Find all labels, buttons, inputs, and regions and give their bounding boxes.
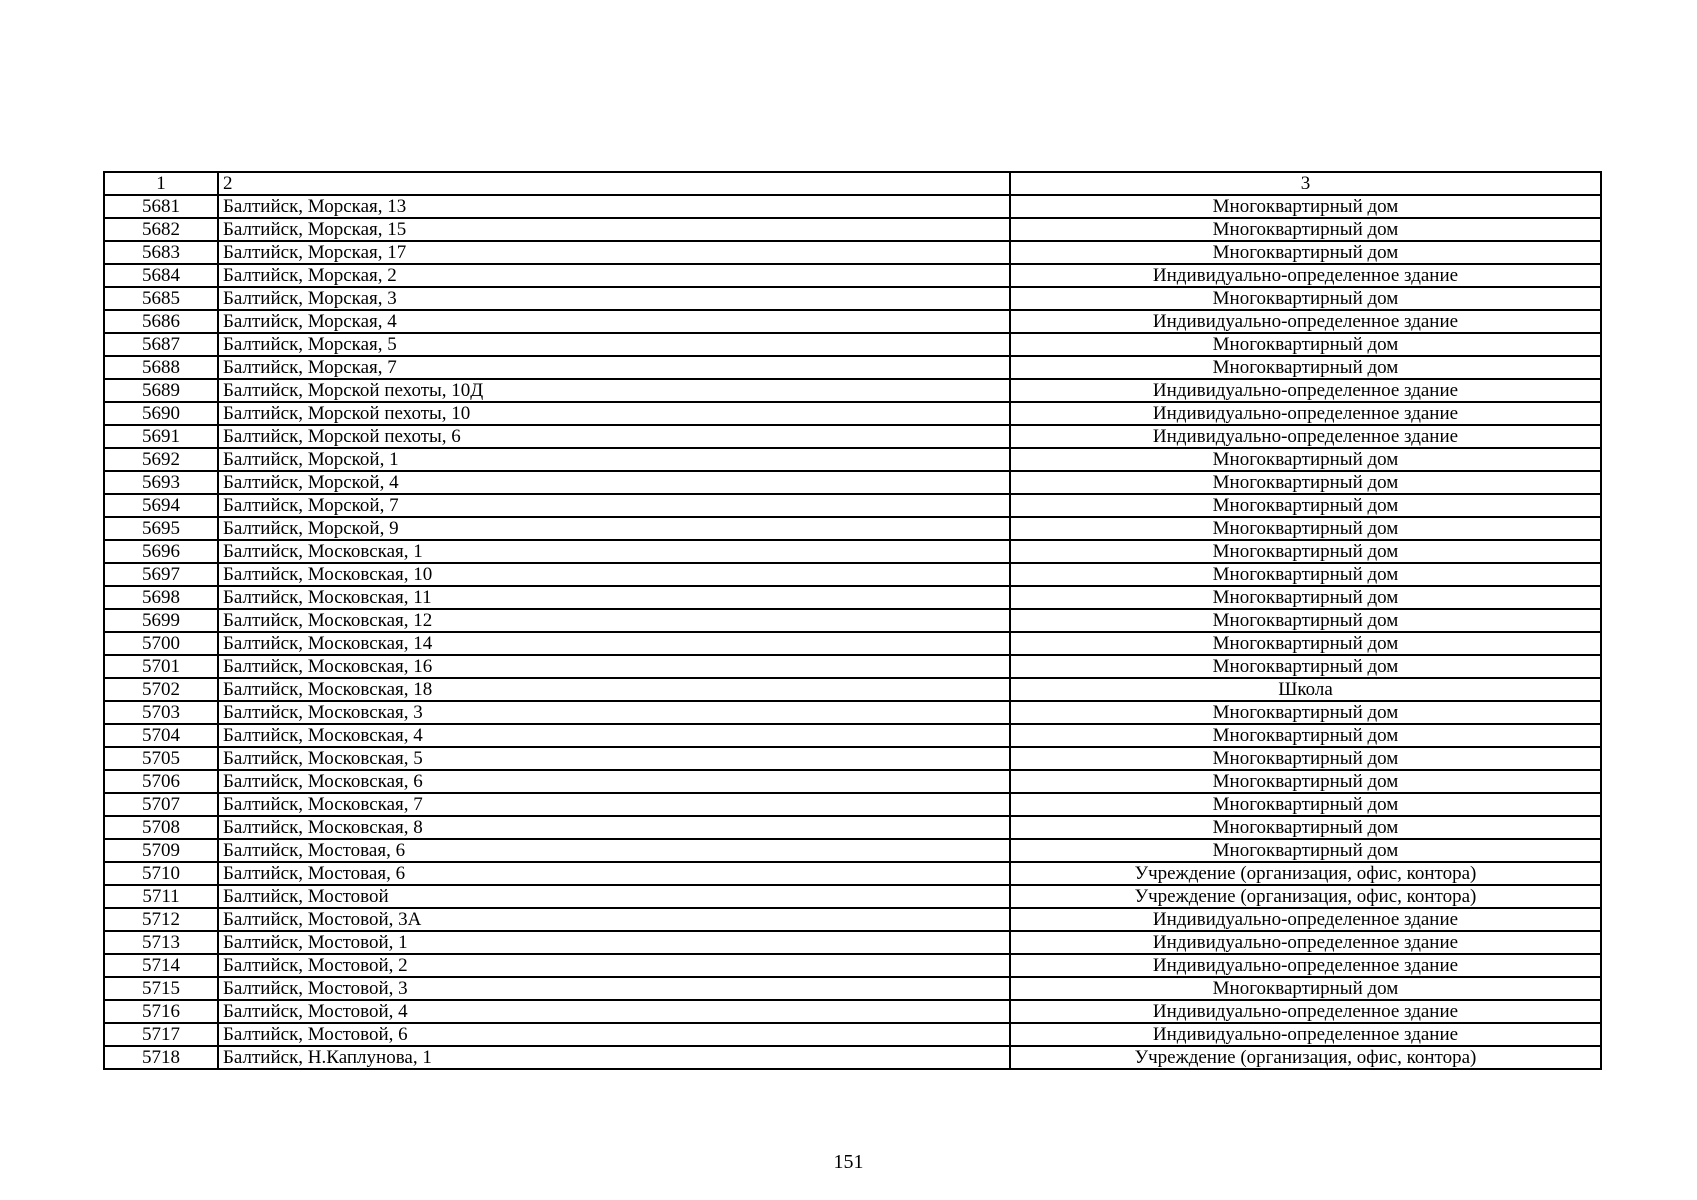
table-row: [104, 609, 1601, 632]
row-address: Балтийск, Московская, 18: [218, 678, 1010, 701]
row-address: Балтийск, Морской пехоты, 10Д: [218, 379, 1010, 402]
row-building-type: Индивидуально-определенное здание: [1010, 264, 1601, 287]
row-building-type: Индивидуально-определенное здание: [1010, 1000, 1601, 1023]
row-number: 5694: [104, 494, 218, 517]
table-row: [104, 839, 1601, 862]
row-building-type: Многоквартирный дом: [1010, 494, 1601, 517]
row-number: 5699: [104, 609, 218, 632]
table-row: [104, 448, 1601, 471]
row-number: 5695: [104, 517, 218, 540]
row-address: Балтийск, Морской пехоты, 10: [218, 402, 1010, 425]
table-row: [104, 1046, 1601, 1069]
row-building-type: Многоквартирный дом: [1010, 609, 1601, 632]
row-number: 5698: [104, 586, 218, 609]
row-address: Балтийск, Морская, 17: [218, 241, 1010, 264]
row-address: Балтийск, Московская, 8: [218, 816, 1010, 839]
row-building-type: Многоквартирный дом: [1010, 632, 1601, 655]
table-row: [104, 724, 1601, 747]
row-number: 5681: [104, 195, 218, 218]
row-address: Балтийск, Морская, 7: [218, 356, 1010, 379]
row-number: 5691: [104, 425, 218, 448]
row-address: Балтийск, Мостовой, 3А: [218, 908, 1010, 931]
row-address: Балтийск, Мостовой, 4: [218, 1000, 1010, 1023]
row-building-type: Индивидуально-определенное здание: [1010, 954, 1601, 977]
row-address: Балтийск, Морской, 9: [218, 517, 1010, 540]
table-row: [104, 563, 1601, 586]
table-row: [104, 310, 1601, 333]
table-row: [104, 701, 1601, 724]
table-row: [104, 816, 1601, 839]
row-number: 5715: [104, 977, 218, 1000]
row-building-type: Многоквартирный дом: [1010, 977, 1601, 1000]
row-number: 5692: [104, 448, 218, 471]
row-building-type: Многоквартирный дом: [1010, 195, 1601, 218]
row-number: 5697: [104, 563, 218, 586]
row-address: Балтийск, Морской пехоты, 6: [218, 425, 1010, 448]
table-row: [104, 931, 1601, 954]
row-address: Балтийск, Московская, 11: [218, 586, 1010, 609]
row-building-type: Школа: [1010, 678, 1601, 701]
row-building-type: Индивидуально-определенное здание: [1010, 379, 1601, 402]
row-address: Балтийск, Московская, 16: [218, 655, 1010, 678]
table-row: [104, 586, 1601, 609]
row-number: 5705: [104, 747, 218, 770]
row-building-type: Индивидуально-определенное здание: [1010, 931, 1601, 954]
row-building-type: Многоквартирный дом: [1010, 747, 1601, 770]
row-building-type: Индивидуально-определенное здание: [1010, 310, 1601, 333]
row-building-type: Многоквартирный дом: [1010, 471, 1601, 494]
row-address: Балтийск, Н.Каплунова, 1: [218, 1046, 1010, 1069]
table-row: [104, 356, 1601, 379]
table-row: [104, 241, 1601, 264]
table-row: [104, 471, 1601, 494]
table-row: [104, 333, 1601, 356]
table-row: [104, 678, 1601, 701]
row-address: Балтийск, Морская, 5: [218, 333, 1010, 356]
table-row: [104, 517, 1601, 540]
row-number: 5687: [104, 333, 218, 356]
row-address: Балтийск, Мостовой, 1: [218, 931, 1010, 954]
row-address: Балтийск, Морская, 3: [218, 287, 1010, 310]
row-address: Балтийск, Морской, 1: [218, 448, 1010, 471]
row-address: Балтийск, Морская, 13: [218, 195, 1010, 218]
row-building-type: Многоквартирный дом: [1010, 287, 1601, 310]
row-address: Балтийск, Московская, 4: [218, 724, 1010, 747]
row-address: Балтийск, Московская, 5: [218, 747, 1010, 770]
row-number: 5696: [104, 540, 218, 563]
row-address: Балтийск, Московская, 1: [218, 540, 1010, 563]
row-number: 5701: [104, 655, 218, 678]
row-number: 5684: [104, 264, 218, 287]
row-building-type: Многоквартирный дом: [1010, 448, 1601, 471]
row-address: Балтийск, Мостовой, 3: [218, 977, 1010, 1000]
row-building-type: Многоквартирный дом: [1010, 563, 1601, 586]
table-header-row: [104, 172, 1601, 195]
row-building-type: Многоквартирный дом: [1010, 816, 1601, 839]
row-number: 5711: [104, 885, 218, 908]
row-address: Балтийск, Мостовая, 6: [218, 839, 1010, 862]
row-number: 5712: [104, 908, 218, 931]
row-address: Балтийск, Морская, 4: [218, 310, 1010, 333]
table-row: [104, 908, 1601, 931]
row-number: 5710: [104, 862, 218, 885]
row-building-type: Многоквартирный дом: [1010, 517, 1601, 540]
row-address: Балтийск, Мостовой, 6: [218, 1023, 1010, 1046]
row-building-type: Учреждение (организация, офис, контора): [1010, 885, 1601, 908]
table-row: [104, 540, 1601, 563]
row-number: 5685: [104, 287, 218, 310]
row-building-type: Многоквартирный дом: [1010, 586, 1601, 609]
row-building-type: Многоквартирный дом: [1010, 770, 1601, 793]
table-row: [104, 195, 1601, 218]
row-number: 5702: [104, 678, 218, 701]
row-building-type: Учреждение (организация, офис, контора): [1010, 862, 1601, 885]
row-building-type: Многоквартирный дом: [1010, 218, 1601, 241]
row-number: 5716: [104, 1000, 218, 1023]
row-building-type: Многоквартирный дом: [1010, 540, 1601, 563]
table-row: [104, 977, 1601, 1000]
header-col-2: 2: [218, 172, 1010, 195]
row-building-type: Учреждение (организация, офис, контора): [1010, 1046, 1601, 1069]
table-row: [104, 1000, 1601, 1023]
row-address: Балтийск, Московская, 7: [218, 793, 1010, 816]
row-number: 5703: [104, 701, 218, 724]
header-col-3: 3: [1010, 172, 1601, 195]
table-body: [104, 195, 1601, 1069]
row-number: 5693: [104, 471, 218, 494]
table-row: [104, 747, 1601, 770]
row-building-type: Многоквартирный дом: [1010, 724, 1601, 747]
table-row: [104, 770, 1601, 793]
row-building-type: Многоквартирный дом: [1010, 793, 1601, 816]
row-number: 5690: [104, 402, 218, 425]
row-building-type: Индивидуально-определенное здание: [1010, 908, 1601, 931]
row-building-type: Многоквартирный дом: [1010, 701, 1601, 724]
row-building-type: Индивидуально-определенное здание: [1010, 402, 1601, 425]
row-number: 5718: [104, 1046, 218, 1069]
row-address: Балтийск, Морской, 7: [218, 494, 1010, 517]
row-number: 5708: [104, 816, 218, 839]
row-address: Балтийск, Московская, 3: [218, 701, 1010, 724]
row-number: 5686: [104, 310, 218, 333]
table-row: [104, 402, 1601, 425]
row-number: 5704: [104, 724, 218, 747]
row-address: Балтийск, Мостовая, 6: [218, 862, 1010, 885]
row-building-type: Многоквартирный дом: [1010, 655, 1601, 678]
row-number: 5688: [104, 356, 218, 379]
row-building-type: Индивидуально-определенное здание: [1010, 425, 1601, 448]
header-col-1: 1: [104, 172, 218, 195]
row-number: 5714: [104, 954, 218, 977]
row-number: 5689: [104, 379, 218, 402]
row-building-type: Многоквартирный дом: [1010, 356, 1601, 379]
table-row: [104, 494, 1601, 517]
row-address: Балтийск, Мостовой, 2: [218, 954, 1010, 977]
table-row: [104, 655, 1601, 678]
row-address: Балтийск, Московская, 6: [218, 770, 1010, 793]
table-row: [104, 885, 1601, 908]
row-address: Балтийск, Московская, 10: [218, 563, 1010, 586]
row-building-type: Многоквартирный дом: [1010, 839, 1601, 862]
row-number: 5700: [104, 632, 218, 655]
table-row: [104, 425, 1601, 448]
row-address: Балтийск, Морская, 2: [218, 264, 1010, 287]
table-row: [104, 264, 1601, 287]
row-number: 5707: [104, 793, 218, 816]
row-address: Балтийск, Морской, 4: [218, 471, 1010, 494]
table-row: [104, 793, 1601, 816]
row-building-type: Многоквартирный дом: [1010, 241, 1601, 264]
page-number: 151: [833, 1151, 864, 1173]
row-number: 5706: [104, 770, 218, 793]
table-row: [104, 287, 1601, 310]
row-number: 5682: [104, 218, 218, 241]
table-row: [104, 632, 1601, 655]
table-row: [104, 862, 1601, 885]
row-number: 5717: [104, 1023, 218, 1046]
table-row: [104, 379, 1601, 402]
row-building-type: Индивидуально-определенное здание: [1010, 1023, 1601, 1046]
row-address: Балтийск, Мостовой: [218, 885, 1010, 908]
table-row: [104, 954, 1601, 977]
row-number: 5683: [104, 241, 218, 264]
row-number: 5709: [104, 839, 218, 862]
row-address: Балтийск, Морская, 15: [218, 218, 1010, 241]
row-address: Балтийск, Московская, 12: [218, 609, 1010, 632]
address-table: [103, 171, 1602, 1070]
row-number: 5713: [104, 931, 218, 954]
table-row: [104, 1023, 1601, 1046]
table-row: [104, 218, 1601, 241]
row-address: Балтийск, Московская, 14: [218, 632, 1010, 655]
row-building-type: Многоквартирный дом: [1010, 333, 1601, 356]
